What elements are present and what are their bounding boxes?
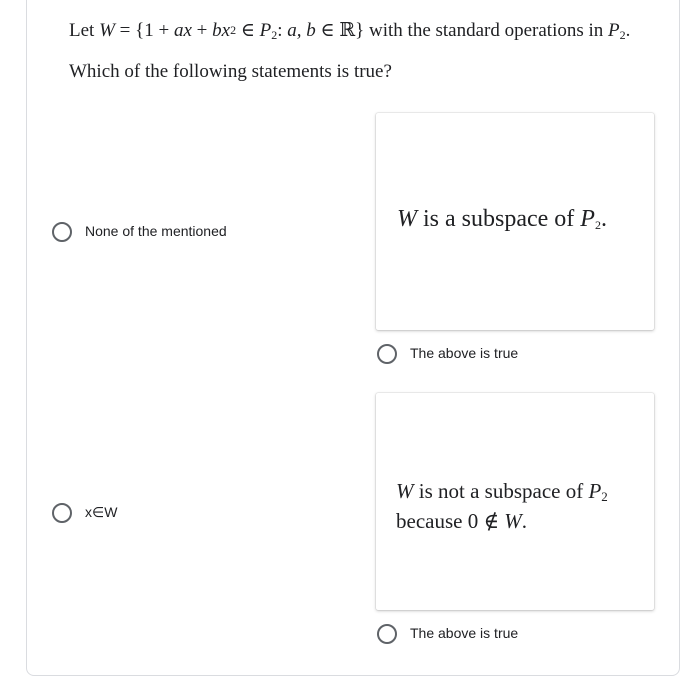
img1-end: . bbox=[600, 206, 607, 232]
img1-sub: 2 bbox=[594, 218, 601, 232]
question-bx: bx bbox=[212, 20, 231, 41]
img2-line2-pre: because 0 ∉ bbox=[396, 509, 505, 533]
img2-var-w2: W bbox=[504, 509, 522, 533]
img2-p: P bbox=[588, 479, 602, 503]
radio-image-option-1[interactable] bbox=[377, 344, 397, 364]
question-p-sub: 2 bbox=[271, 28, 278, 42]
img2-var-w: W bbox=[396, 479, 414, 503]
radio-none-of-the-mentioned[interactable] bbox=[52, 222, 72, 242]
image-option-subspace-text bbox=[397, 204, 607, 237]
question-p: P bbox=[259, 20, 272, 41]
question-period: . bbox=[625, 20, 631, 41]
question-ab: a, b bbox=[287, 20, 316, 41]
question-prefix: Let bbox=[69, 20, 95, 41]
img1-text: is a subspace of bbox=[417, 206, 581, 232]
question-text bbox=[69, 18, 630, 45]
img2-line1: is not a subspace of bbox=[413, 479, 589, 503]
image-option-subspace[interactable] bbox=[376, 113, 654, 330]
img1-var-w: W bbox=[397, 206, 417, 232]
image-option-not-subspace-line2 bbox=[396, 506, 527, 536]
image-option-not-subspace[interactable] bbox=[376, 393, 654, 610]
question-exponent: 2 bbox=[230, 23, 237, 37]
question-set-open: = {1 + bbox=[114, 20, 174, 41]
img2-sub: 2 bbox=[601, 489, 608, 504]
image-option-1-caption[interactable]: The above is true bbox=[410, 345, 519, 361]
question-in-r: ∈ ℝ} with the standard operations in bbox=[315, 20, 609, 41]
question-plus: + bbox=[191, 20, 213, 41]
option-label-x-in-w[interactable]: x∈W bbox=[85, 504, 118, 520]
option-label-none[interactable]: None of the mentioned bbox=[85, 223, 227, 239]
radio-x-in-w[interactable] bbox=[52, 503, 72, 523]
question-prompt: Which of the following statements is true? bbox=[69, 61, 392, 82]
question-var-w: W bbox=[99, 20, 115, 41]
img2-line2-end: . bbox=[521, 509, 528, 533]
img1-p: P bbox=[580, 206, 595, 232]
question-colon: : bbox=[277, 20, 288, 41]
question-p-end-sub: 2 bbox=[619, 28, 626, 42]
radio-image-option-2[interactable] bbox=[377, 624, 397, 644]
question-in: ∈ bbox=[236, 20, 260, 41]
image-option-2-caption[interactable]: The above is true bbox=[410, 625, 519, 641]
image-option-not-subspace-line1 bbox=[396, 476, 608, 509]
question-ax: ax bbox=[173, 20, 192, 41]
question-p-end: P bbox=[608, 20, 620, 41]
